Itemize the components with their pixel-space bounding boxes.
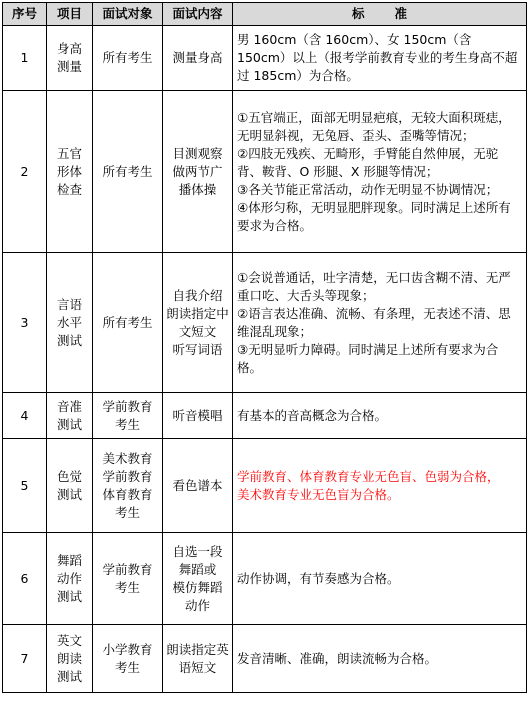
row-no: 2 — [3, 91, 47, 253]
row-no: 3 — [3, 253, 47, 393]
interview-standards-table — [2, 2, 527, 693]
row-content: 自我介绍 朗读指定中 文短文 听写词语 — [163, 253, 233, 393]
row-standard: 发音清晰、准确，朗读流畅为合格。 — [233, 625, 527, 693]
row-standard: 动作协调，有节奏感为合格。 — [233, 533, 527, 625]
row-item: 身高 测量 — [47, 26, 93, 91]
table-row — [3, 439, 527, 533]
row-item: 音准 测试 — [47, 393, 93, 439]
row-standard: 有基本的音高概念为合格。 — [233, 393, 527, 439]
header-target: 面试对象 — [93, 3, 163, 26]
row-target: 学前教育 考生 — [93, 393, 163, 439]
row-no: 1 — [3, 26, 47, 91]
row-standard: ①五官端正，面部无明显疤痕，无较大面积斑痣，无明显斜视，无兔唇、歪头、歪嘴等情况； ②四肢无残疾、无畸形，手臂能自然伸展，无驼背、鞍背、O 形腿、X 形腿等情况； ③各关节能正常活动，动作无明显不协调情况； ④体形匀称，无明显肥胖现象。同时满足上述所有要求为合格。 — [233, 91, 527, 253]
row-content: 看色谱本 — [163, 439, 233, 533]
table-row — [3, 253, 527, 393]
row-target: 美术教育 学前教育 体育教育 考生 — [93, 439, 163, 533]
row-target: 所有考生 — [93, 26, 163, 91]
row-no: 4 — [3, 393, 47, 439]
header-row — [3, 3, 527, 26]
header-item: 项目 — [47, 3, 93, 26]
row-standard: 男 160cm（含 160cm）、女 150cm（含 150cm）以上（报考学前教育专业的考生身高不超过 185cm）为合格。 — [233, 26, 527, 91]
header-content: 面试内容 — [163, 3, 233, 26]
row-item: 言语 水平 测试 — [47, 253, 93, 393]
row-item: 色觉 测试 — [47, 439, 93, 533]
table-row — [3, 393, 527, 439]
row-item: 五官 形体 检查 — [47, 91, 93, 253]
row-content: 目测观察 做两节广 播体操 — [163, 91, 233, 253]
highlight-text: 学前教育、体育教育专业无色盲、色弱为合格， — [237, 468, 500, 484]
row-target: 学前教育 考生 — [93, 533, 163, 625]
row-no: 6 — [3, 533, 47, 625]
row-standard: ①会说普通话，吐字清楚，无口齿含糊不清、无严重口吃、大舌头等现象； ②语言表达准确、流畅、有条理，无表述不清、思维混乱现象； ③无明显听力障碍。同时满足上述所有要求为合格。 — [233, 253, 527, 393]
row-no: 7 — [3, 625, 47, 693]
row-target: 所有考生 — [93, 253, 163, 393]
row-standard — [233, 439, 527, 533]
row-target: 小学教育 考生 — [93, 625, 163, 693]
row-content: 朗读指定英 语短文 — [163, 625, 233, 693]
row-content: 测量身高 — [163, 26, 233, 91]
table-row — [3, 625, 527, 693]
header-standard: 标准 — [233, 3, 527, 26]
table-row — [3, 533, 527, 625]
row-no: 5 — [3, 439, 47, 533]
table-row — [3, 26, 527, 91]
table-row — [3, 91, 527, 253]
header-no: 序号 — [3, 3, 47, 26]
highlight-text: 美术教育专业无色盲为合格。 — [237, 486, 400, 502]
row-target: 所有考生 — [93, 91, 163, 253]
row-content: 听音模唱 — [163, 393, 233, 439]
row-item: 舞蹈 动作 测试 — [47, 533, 93, 625]
row-content: 自选一段 舞蹈或 模仿舞蹈 动作 — [163, 533, 233, 625]
row-item: 英文 朗读 测试 — [47, 625, 93, 693]
